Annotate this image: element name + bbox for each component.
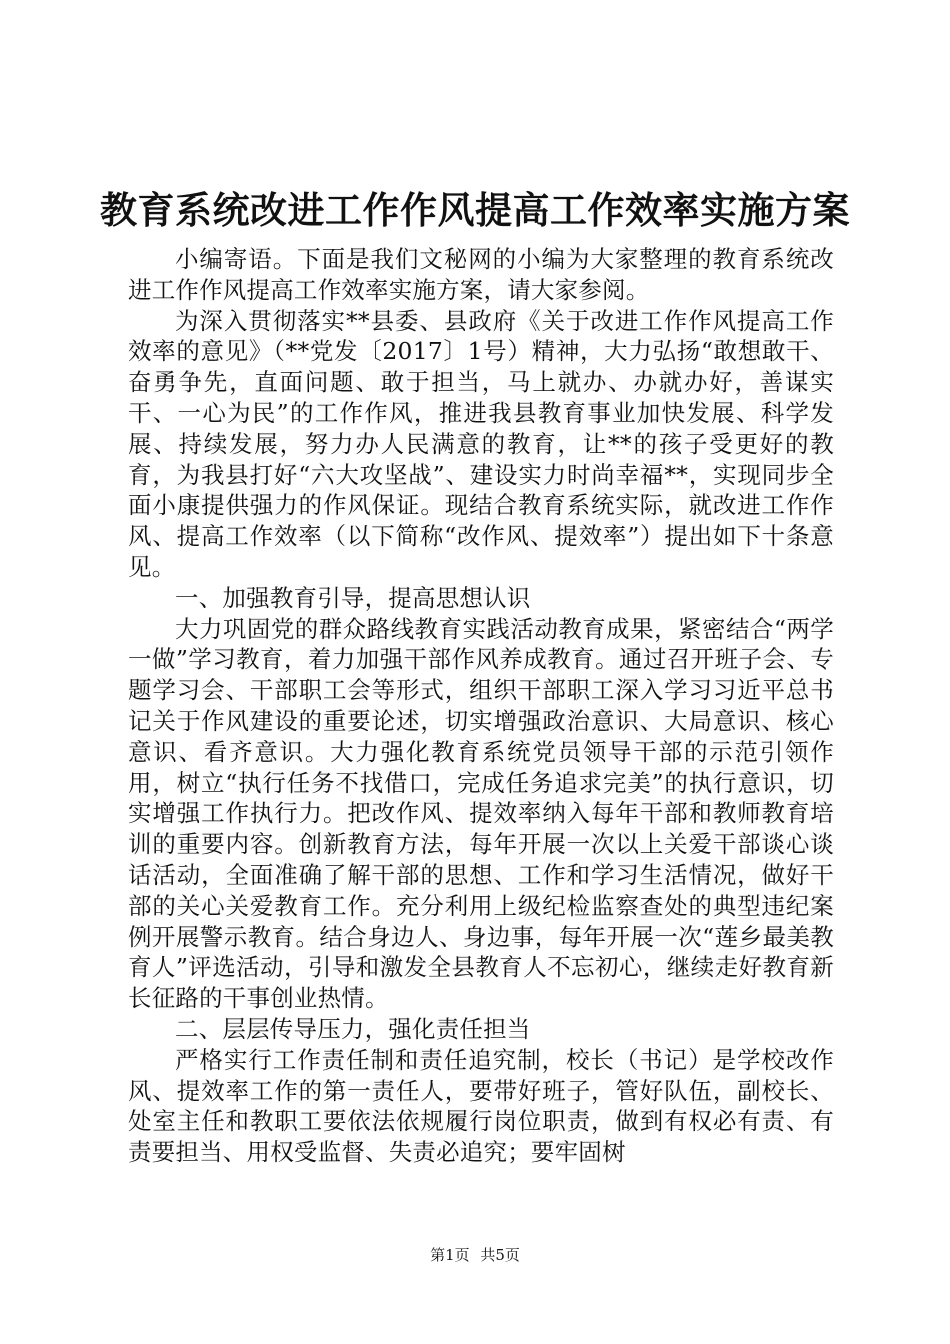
page-number: 第1页 <box>430 1246 470 1264</box>
section-heading-1: 一、加强教育引导，提高思想认识 <box>175 583 531 612</box>
page-total: 共5页 <box>480 1246 520 1264</box>
paragraph-preamble: 为深入贯彻落实**县委、县政府《关于改进工作作风提高工作效率的意见》（**党发〔2017〕1号）精神，大力弘扬“敢想敢干、奋勇争先，直面问题、敢于担当，马上就办、办就办好，善谋实干、一心为民”的工作作风，推进我县教育事业加快发展、科学发展、持续发展，努力办人民满意的教育，让**的孩子受更好的教育，为我县打好“六大攻坚战”、建设实力时尚幸福**，实现同步全面小康提供强力的作风保证。现结合教育系统实际，就改进工作作风、提高工作效率（以下简称“改作风、提效率”）提出如下十条意见。 <box>128 306 834 581</box>
page-footer <box>0 1245 950 1265</box>
document-title: 教育系统改进工作作风提高工作效率实施方案 <box>100 188 850 232</box>
paragraph-section-2: 严格实行工作责任制和责任追究制，校长（书记）是学校改作风、提效率工作的第一责任人，要带好班子，管好队伍，副校长、处室主任和教职工要依法依规履行岗位职责，做到有权必有责、有责要担当、用权受监督、失责必追究；要牢固树 <box>128 1045 834 1167</box>
paragraph-section-1: 大力巩固党的群众路线教育实践活动教育成果，紧密结合“两学一做”学习教育，着力加强干部作风养成教育。通过召开班子会、专题学习会、干部职工会等形式，组织干部职工深入学习习近平总书记关于作风建设的重要论述，切实增强政治意识、大局意识、核心意识、看齐意识。大力强化教育系统党员领导干部的示范引领作用，树立“执行任务不找借口，完成任务追求完美”的执行意识，切实增强工作执行力。把改作风、提效率纳入每年干部和教师教育培训的重要内容。创新教育方法，每年开展一次以上关爱干部谈心谈话活动，全面准确了解干部的思想、工作和学习生活情况，做好干部的关心关爱教育工作。充分利用上级纪检监察查处的典型违纪案例开展警示教育。结合身边人、身边事，每年开展一次“莲乡最美教育人”评选活动，引导和激发全县教育人不忘初心，继续走好教育新长征路的干事创业热情。 <box>128 614 834 1013</box>
document-body <box>128 244 834 1168</box>
section-heading-2: 二、层层传导压力，强化责任担当 <box>175 1014 531 1043</box>
paragraph-intro: 小编寄语。下面是我们文秘网的小编为大家整理的教育系统改进工作作风提高工作效率实施方案，请大家参阅。 <box>128 245 834 304</box>
